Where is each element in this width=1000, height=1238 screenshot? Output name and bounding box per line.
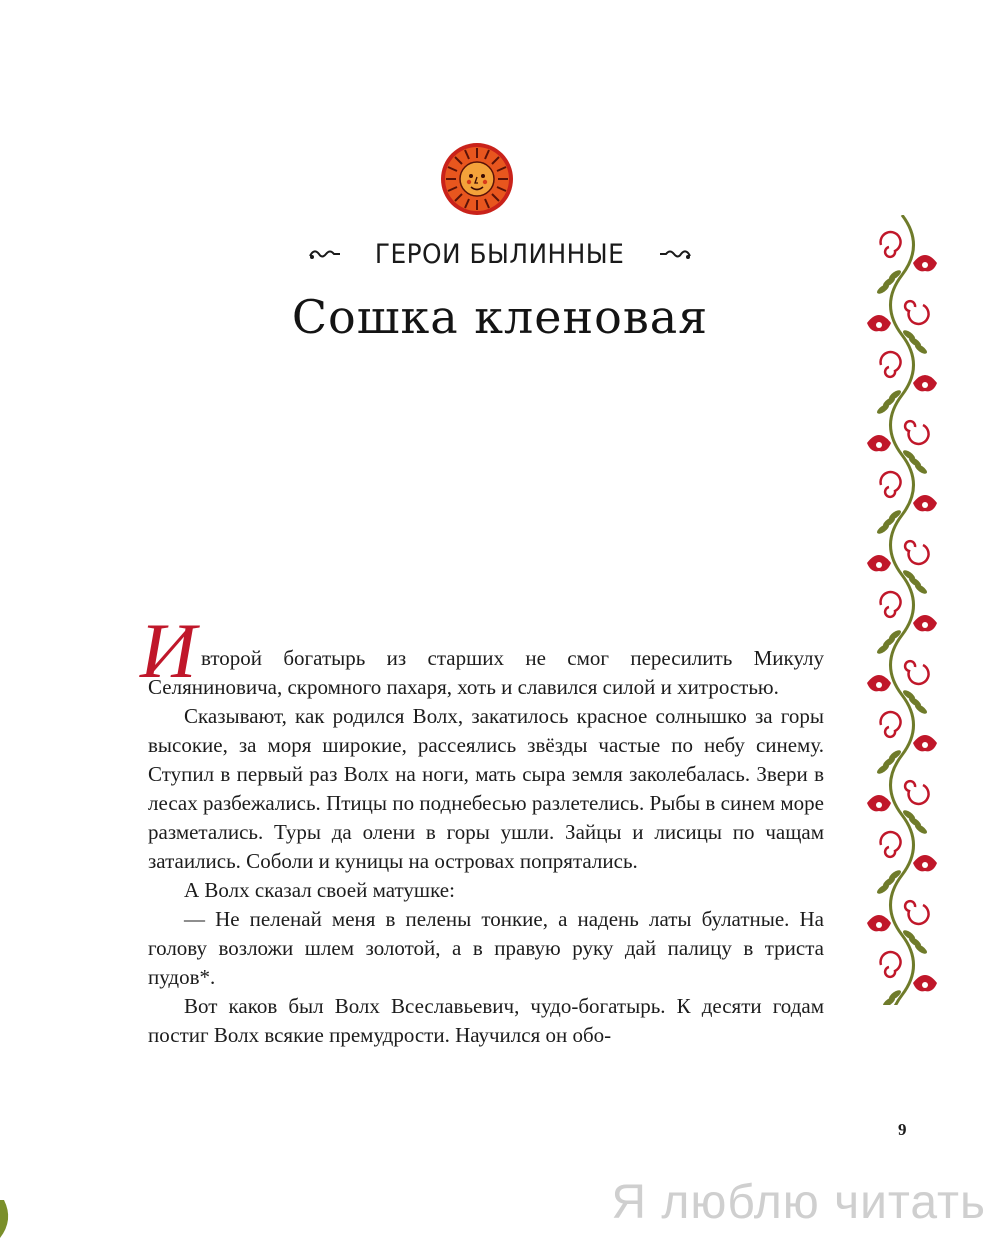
ornament-flower-center [876,802,882,808]
ornament-curl [881,352,901,377]
ornament-curl [905,781,928,804]
drop-cap: И [140,607,197,694]
leaf-corner-icon [0,1200,16,1238]
watermark: Я люблю читать [611,1176,986,1229]
page-number: 9 [898,1120,907,1139]
ornament-curl [881,952,901,977]
ornament-flower-center [876,322,882,328]
ornament-flower-center [876,682,882,688]
story-title: Сошка кленовая [291,290,709,344]
left-swirl-icon [308,246,342,262]
ornament-flower-center [876,922,882,928]
ornament-curl [905,301,928,324]
ornament-curl [905,421,928,444]
ornament-flower-center [922,502,928,508]
story-text [148,644,824,1050]
ornament-flower-center [876,562,882,568]
ornament-curl [905,541,928,564]
section-label: ГЕРОИ БЫЛИННЫЕ [375,238,625,270]
ornament-flower-center [922,262,928,268]
paragraph: Сказывают, как родился Волх, закатилось красное солнышко за горы высокие, за моря широкие, рассеялись звёзды частые по небу синему. Ступил в первый раз Волх на ноги, мать сыра земля заколебалась. Звери в лесах разбежались. Птицы по поднебесью разлетелись. Рыбы в синем море разметались. Туры да олени в горы ушли. Зайцы и лисицы по чащам затаились. Соболи и куницы на островах попрятались. [148,704,824,873]
right-swirl-icon [658,246,692,262]
ornament-flower-center [922,622,928,628]
ornament-flower-center [922,982,928,988]
sun-face-icon [440,142,514,216]
floral-border-ornament [855,215,950,1005]
ornament-curl [905,661,928,684]
paragraph: Вот каков был Волх Всеславьевич, чудо-богатырь. К десяти годам постиг Волх всякие премудрости. Научился он обо- [148,994,824,1047]
ornament-curl [881,592,901,617]
ornament-flower-center [922,382,928,388]
paragraph: второй богатырь из старших не смог пересилить Микулу Селяниновича, скромного пахаря, хоть и славился силой и хитростью. [148,646,824,699]
ornament-curl [881,712,901,737]
section-heading [0,234,1000,274]
ornament-curl [881,232,901,257]
ornament-curl [881,472,901,497]
ornament-curl [881,832,901,857]
ornament-flower-center [876,442,882,448]
ornament-curl [905,901,928,924]
paragraph: А Волх сказал своей матушке: [184,878,455,902]
ornament-flower-center [922,742,928,748]
ornament-flower-center [922,862,928,868]
paragraph: — Не пеленай меня в пелены тонкие, а надень латы булатные. На голову возложи шлем золотой, а в правую руку дай палицу в триста пудов*. [148,907,824,989]
